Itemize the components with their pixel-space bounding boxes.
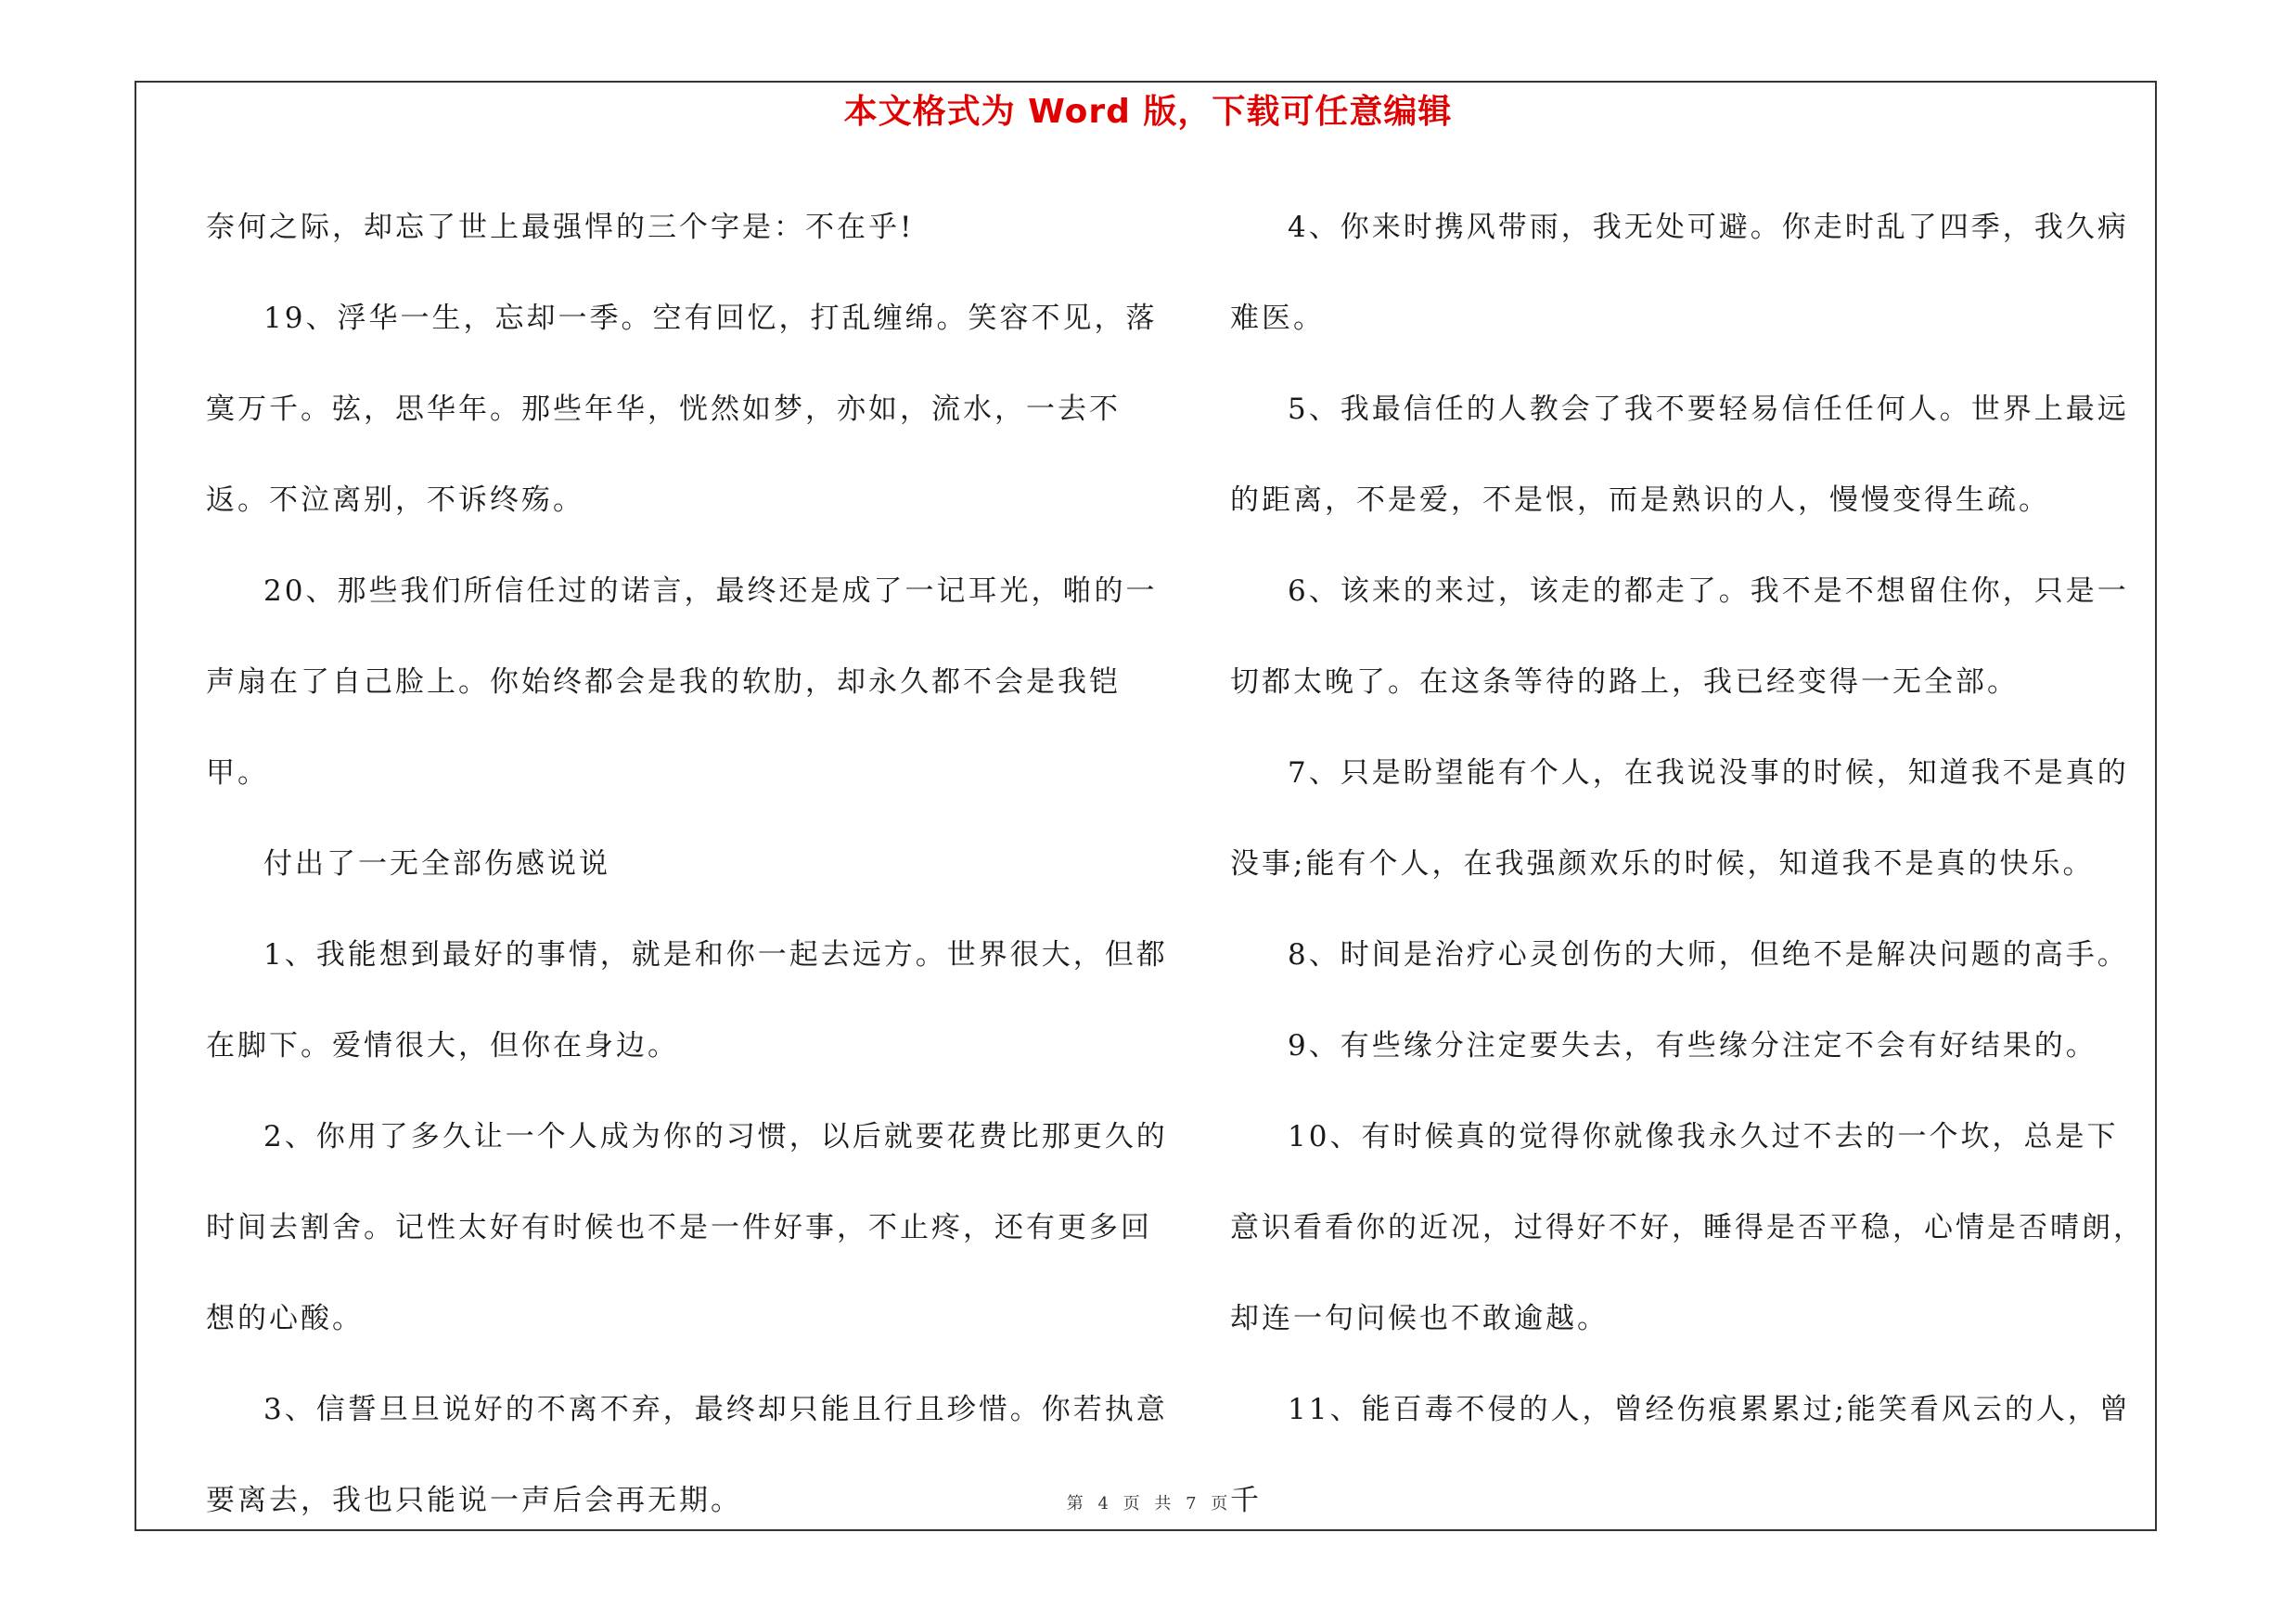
paragraph: 9、有些缘分注定要失去，有些缘分注定不会有好结果的。 [1288, 1029, 2097, 1063]
paragraph: 11、能百毒不侵的人，曾经伤痕累累过;能笑看风云的人，曾千 [1230, 1393, 2131, 1517]
footer-prefix: 第 [1066, 1494, 1085, 1514]
paragraph: 7、只是盼望能有个人，在我说没事的时候，知道我不是真的没事;能有个人，在我强颜欢乐的时候，知道我不是真的快乐。 [1230, 756, 2129, 881]
left-column [206, 182, 1174, 1546]
paragraph: 4、你来时携风带雨，我无处可避。你走时乱了四季，我久病难医。 [1230, 211, 2129, 335]
paragraph: 2、你用了多久让一个人成为你的习惯，以后就要花费比那更久的时间去割舍。记性太好有时候也不是一件好事，不止疼，还有更多回想的心酸。 [206, 1120, 1168, 1335]
paragraph: 20、那些我们所信任过的诺言，最终还是成了一记耳光，啪的一声扇在了自己脸上。你始终都会是我的软肋，却永久都不会是我铠甲。 [206, 574, 1158, 790]
total-page-count: 7 [1186, 1494, 1199, 1514]
footer-total-word: 共 [1154, 1494, 1174, 1514]
page-number-footer [0, 1490, 2296, 1514]
paragraph: 奈何之际，却忘了世上最强悍的三个字是：不在乎! [206, 211, 915, 244]
footer-suffix: 页 [1211, 1494, 1230, 1514]
section-heading: 付出了一无全部伤感说说 [263, 847, 610, 881]
format-banner: 本文格式为 Word 版，下载可任意编辑 [843, 93, 1453, 131]
paragraph: 3、信誓旦旦说好的不离不弃，最终却只能且行且珍惜。你若执意要离去，我也只能说一声后会再无期。 [206, 1393, 1168, 1517]
paragraph: 1、我能想到最好的事情，就是和你一起去远方。世界很大，但都在脚下。爱情很大，但你在身边。 [206, 938, 1168, 1063]
paragraph: 6、该来的来过，该走的都走了。我不是不想留住你，只是一切都太晚了。在这条等待的路上，我已经变得一无全部。 [1230, 574, 2129, 699]
paragraph: 5、我最信任的人教会了我不要轻易信任任何人。世界上最远的距离，不是爱，不是恨，而是熟识的人，慢慢变得生疏。 [1230, 393, 2129, 517]
paragraph: 10、有时候真的觉得你就像我永久过不去的一个坎，总是下意识看看你的近况，过得好不好，睡得是否平稳，心情是否晴朗，却连一句问候也不敢逾越。 [1230, 1120, 2145, 1335]
paragraph: 19、浮华一生，忘却一季。空有回忆，打乱缠绵。笑容不见，落寞万千。弦，思华年。那些年华，恍然如梦，亦如，流水，一去不返。不泣离别，不诉终殇。 [206, 302, 1158, 517]
footer-page-word: 页 [1122, 1494, 1142, 1514]
current-page-number: 4 [1097, 1494, 1110, 1514]
paragraph: 8、时间是治疗心灵创伤的大师，但绝不是解决问题的高手。 [1288, 938, 2129, 972]
right-column [1230, 182, 2148, 1546]
